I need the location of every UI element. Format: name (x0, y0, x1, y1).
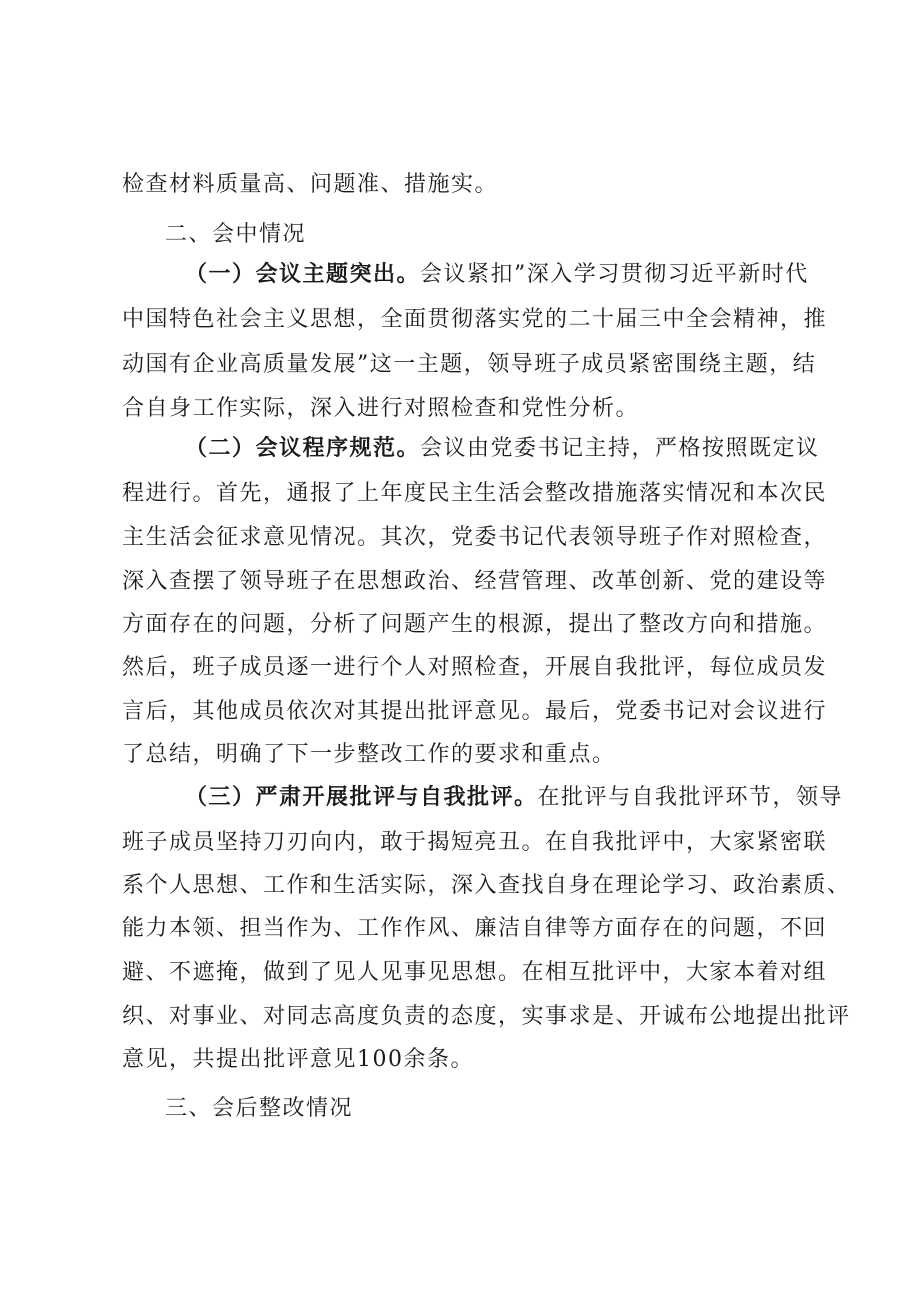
paragraph-line: 避、不遮掩，做到了见人见事见思想。在相互批评中，大家本着对组 (122, 960, 828, 985)
paragraph-line (185, 260, 809, 290)
paragraph-line: 合自身工作实际，深入进行对照检查和党性分析。 (122, 396, 640, 421)
section-heading-3: 三、会后整改情况 (165, 1096, 354, 1121)
continuation-line: 检查材料质量高、问题准、措施实。 (122, 172, 499, 197)
paragraph-line: 主生活会征求意见情况。其次，党委书记代表领导班子作对照检查， (122, 525, 828, 550)
paragraph-line: 了总结，明确了下一步整改工作的要求和重点。 (122, 742, 616, 767)
paragraph-line: 织、对事业、对同志高度负责的态度，实事求是、开诚布公地提出批评 (122, 1004, 851, 1029)
section-heading-2: 二、会中情况 (165, 222, 307, 247)
item-label: （三）严肃开展批评与自我批评。 (185, 785, 538, 810)
paragraph-line: 言后，其他成员依次对其提出批评意见。最后，党委书记对会议进行 (122, 699, 828, 724)
paragraph-line (185, 783, 843, 813)
paragraph-line: 意见，共提出批评意见100余条。 (122, 1047, 474, 1072)
paragraph-line: 然后，班子成员逐一进行个人对照检查，开展自我批评，每位成员发 (122, 655, 828, 680)
paragraph-line: 深入查摆了领导班子在思想政治、经营管理、改革创新、党的建设等 (122, 569, 828, 594)
paragraph-line: 动国有企业高质量发展”这一主题，领导班子成员紧密围绕主题，结 (122, 352, 817, 377)
paragraph-line: 系个人思想、工作和生活实际，深入查找自身在理论学习、政治素质、 (122, 873, 851, 898)
item-label: （一）会议主题突出。 (185, 262, 421, 287)
item-label: （二）会议程序规范。 (185, 436, 421, 461)
paragraph-line (185, 434, 820, 464)
paragraph-line: 中国特色社会主义思想，全面贯彻落实党的二十届三中全会精神，推 (122, 307, 828, 332)
paragraph-line: 能力本领、担当作为、工作作风、廉洁自律等方面存在的问题，不回 (122, 916, 828, 941)
paragraph-line: 方面存在的问题，分析了问题产生的根源，提出了整改方向和措施。 (122, 612, 828, 637)
paragraph-line: 班子成员坚持刀刃向内，敢于揭短亮丑。在自我批评中，大家紧密联 (122, 830, 828, 855)
item-text: 会议由党委书记主持，严格按照既定议 (420, 436, 820, 461)
item-text: 在批评与自我批评环节，领导 (537, 785, 844, 810)
item-text: 会议紧扣”深入学习贯彻习近平新时代 (420, 262, 809, 287)
paragraph-line: 程进行。首先，通报了上年度民主生活会整改措施落实情况和本次民 (122, 481, 828, 506)
